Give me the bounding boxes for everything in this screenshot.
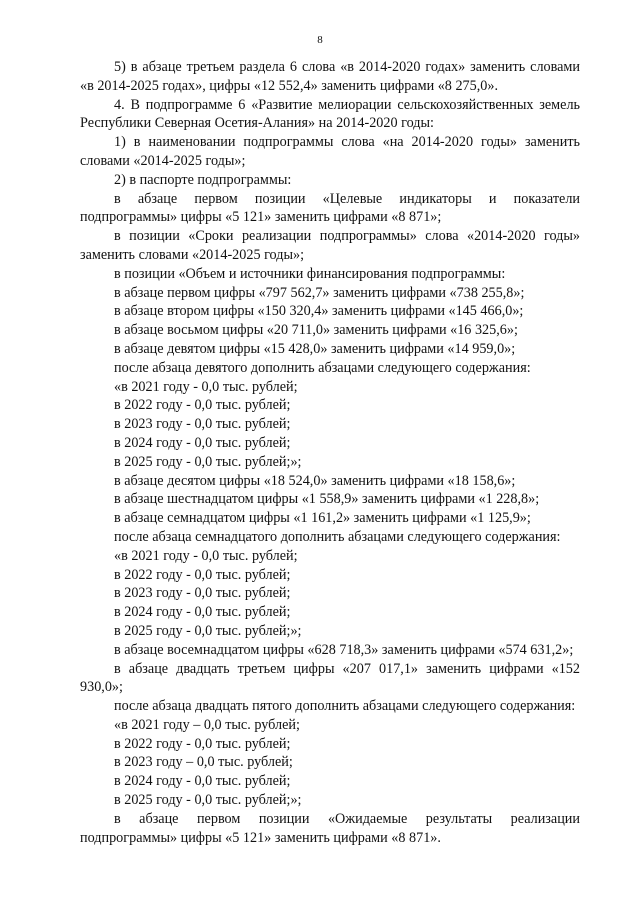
paragraph: в позиции «Объем и источники финансирования подпрограммы: bbox=[114, 265, 506, 282]
year-line: в 2024 году - 0,0 тыс. рублей; bbox=[114, 773, 291, 790]
paragraph: после абзаца двадцать пятого дополнить абзацами следующего содержания: bbox=[114, 698, 576, 715]
paragraph: в абзаце первом позиции «Целевые индикаторы и показатели подпрограммы» цифры «5 121» заменить цифрами «8 871»; bbox=[80, 190, 580, 226]
paragraph: в абзаце шестнадцатом цифры «1 558,9» заменить цифрами «1 228,8»; bbox=[114, 491, 540, 508]
year-line: в 2023 году – 0,0 тыс. рублей; bbox=[114, 754, 293, 771]
year-line: в 2022 году - 0,0 тыс. рублей; bbox=[114, 566, 291, 583]
document-body bbox=[80, 58, 580, 847]
year-line: в 2022 году - 0,0 тыс. рублей; bbox=[114, 397, 291, 414]
paragraph: в абзаце восемнадцатом цифры «628 718,3» заменить цифрами «574 631,2»; bbox=[114, 641, 574, 658]
paragraph: в абзаце семнадцатом цифры «1 161,2» заменить цифрами «1 125,9»; bbox=[114, 510, 531, 527]
year-line: «в 2021 году - 0,0 тыс. рублей; bbox=[114, 547, 298, 564]
year-line: в 2023 году - 0,0 тыс. рублей; bbox=[114, 585, 291, 602]
year-line: в 2025 году - 0,0 тыс. рублей;»; bbox=[114, 792, 302, 809]
paragraph: в абзаце первом позиции «Ожидаемые результаты реализации подпрограммы» цифры «5 121» заменить цифрами «8 871». bbox=[80, 810, 580, 846]
year-line: в 2023 году - 0,0 тыс. рублей; bbox=[114, 416, 291, 433]
paragraph: в абзаце девятом цифры «15 428,0» заменить цифрами «14 959,0»; bbox=[114, 340, 516, 357]
paragraph: после абзаца семнадцатого дополнить абзацами следующего содержания: bbox=[114, 528, 561, 545]
year-line: в 2024 году - 0,0 тыс. рублей; bbox=[114, 434, 291, 451]
year-line: в 2024 году - 0,0 тыс. рублей; bbox=[114, 604, 291, 621]
paragraph: в абзаце втором цифры «150 320,4» заменить цифрами «145 466,0»; bbox=[114, 303, 524, 320]
year-line: «в 2021 году - 0,0 тыс. рублей; bbox=[114, 378, 298, 395]
year-line: в 2025 году - 0,0 тыс. рублей;»; bbox=[114, 453, 302, 470]
paragraph: 1) в наименовании подпрограммы слова «на 2014-2020 годы» заменить словами «2014-2025 годы»; bbox=[80, 134, 580, 169]
paragraph: в позиции «Сроки реализации подпрограммы» слова «2014-2020 годы» заменить словами «2014-2025 годы»; bbox=[80, 228, 580, 263]
paragraph: в абзаце двадцать третьем цифры «207 017,1» заменить цифрами «152 930,0»; bbox=[80, 660, 580, 696]
paragraph: после абзаца девятого дополнить абзацами следующего содержания: bbox=[114, 359, 531, 376]
paragraph: 5) в абзаце третьем раздела 6 слова «в 2014-2020 годах» заменить словами «в 2014-2025 годах», цифры «12 552,4» заменить цифрами «8 275,0». bbox=[80, 59, 580, 94]
paragraph: в абзаце восьмом цифры «20 711,0» заменить цифрами «16 325,6»; bbox=[114, 322, 518, 339]
year-line: в 2022 году - 0,0 тыс. рублей; bbox=[114, 735, 291, 752]
paragraph: в абзаце первом цифры «797 562,7» заменить цифрами «738 255,8»; bbox=[114, 284, 525, 301]
year-line: в 2025 году - 0,0 тыс. рублей;»; bbox=[114, 622, 302, 639]
paragraph: в абзаце десятом цифры «18 524,0» заменить цифрами «18 158,6»; bbox=[114, 472, 516, 489]
paragraph: 4. В подпрограмме 6 «Развитие мелиорации сельскохозяйственных земель Республики Северная Осетия-Алания» на 2014-2020 годы: bbox=[80, 96, 580, 132]
page-number: 8 bbox=[317, 34, 323, 46]
paragraph: 2) в паспорте подпрограммы: bbox=[114, 171, 292, 188]
year-line: «в 2021 году – 0,0 тыс. рублей; bbox=[114, 716, 300, 733]
